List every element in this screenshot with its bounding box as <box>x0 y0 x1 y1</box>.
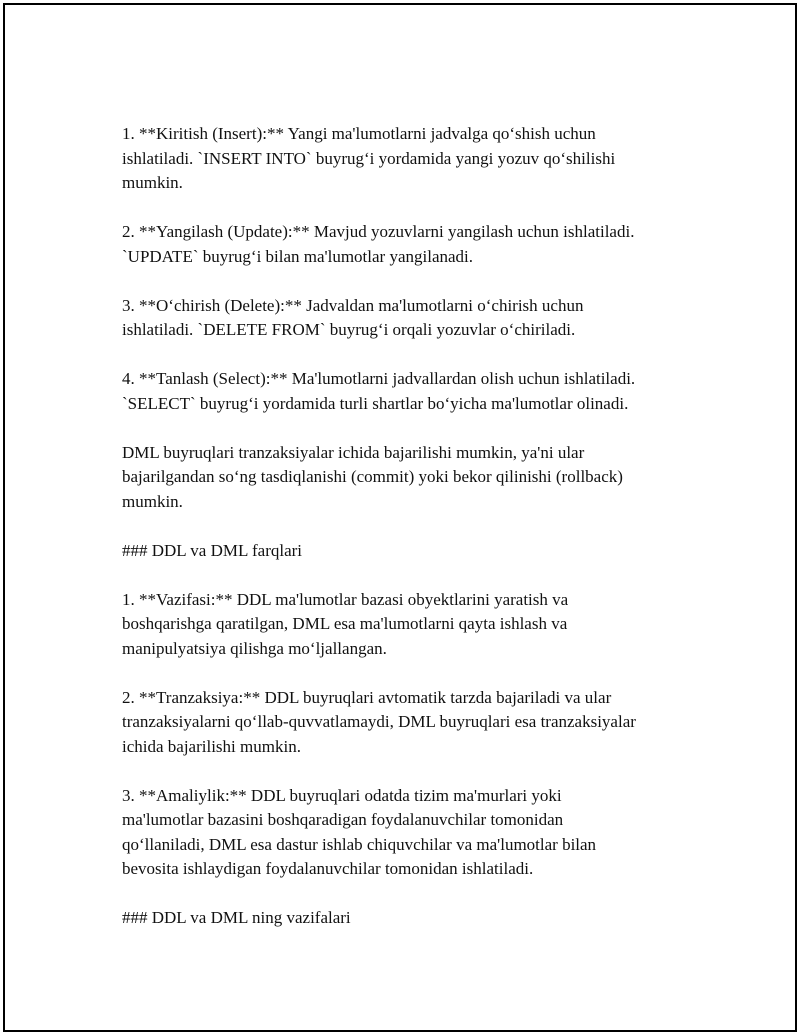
dml-transactions-paragraph: DML buyruqlari tranzaksiyalar ichida bajarilishi mumkin, ya'ni ular bajarilgandan so‘ng tasdiqlanishi (commit) yoki bekor qilinishi (rollback) mumkin. <box>122 442 623 511</box>
document-page <box>3 3 797 1032</box>
list-item-purpose: 1. **Vazifasi:** DDL ma'lumotlar bazasi obyektlarini yaratish va boshqarishga qaratilgan, DML esa ma'lumotlarni qayta ishlash va manipulyatsiya qilishga mo‘ljallangan. <box>122 589 569 658</box>
list-item-practicality: 3. **Amaliylik:** DDL buyruqlari odatda tizim ma'murlari yoki ma'lumotlar bazasini boshqaradigan foydalanuvchilar tomonidan qo‘llaniladi, DML esa dastur ishlab chiquvchilar va ma'lumotlar bilan bevosita ishlaydigan foydalanuvchilar tomonidan ishlatiladi. <box>122 785 597 878</box>
list-item-delete: 3. **O‘chirish (Delete):** Jadvaldan ma'lumotlarni o‘chirish uchun ishlatiladi. `DELETE FROM` buyrug‘i orqali yozuvlar o‘chiriladi. <box>122 295 584 339</box>
list-item-update: 2. **Yangilash (Update):** Mavjud yozuvlarni yangilash uchun ishlatiladi. `UPDATE` buyrug‘i bilan ma'lumotlar yangilanadi. <box>122 222 635 266</box>
heading-ddl-dml-functions: ### DDL va DML ning vazifalari <box>122 908 351 927</box>
list-item-insert: 1. **Kiritish (Insert):** Yangi ma'lumotlarni jadvalga qo‘shish uchun ishlatiladi. `INSERT INTO` buyrug‘i yordamida yangi yozuv qo‘shilishi mumkin. <box>122 124 616 192</box>
list-item-select: 4. **Tanlash (Select):** Ma'lumotlarni jadvallardan olish uchun ishlatiladi. `SELECT` buyrug‘i yordamida turli shartlar bo‘yicha ma'lumotlar olinadi. <box>122 369 636 413</box>
heading-ddl-dml-differences: ### DDL va DML farqlari <box>122 540 303 560</box>
list-item-transaction: 2. **Tranzaksiya:** DDL buyruqlari avtomatik tarzda bajariladi va ular tranzaksiyalarni qo‘llab-quvvatlamaydi, DML buyruqlari esa tranzaksiyalar ichida bajarilishi mumkin. <box>122 687 636 756</box>
document-body <box>122 122 702 955</box>
